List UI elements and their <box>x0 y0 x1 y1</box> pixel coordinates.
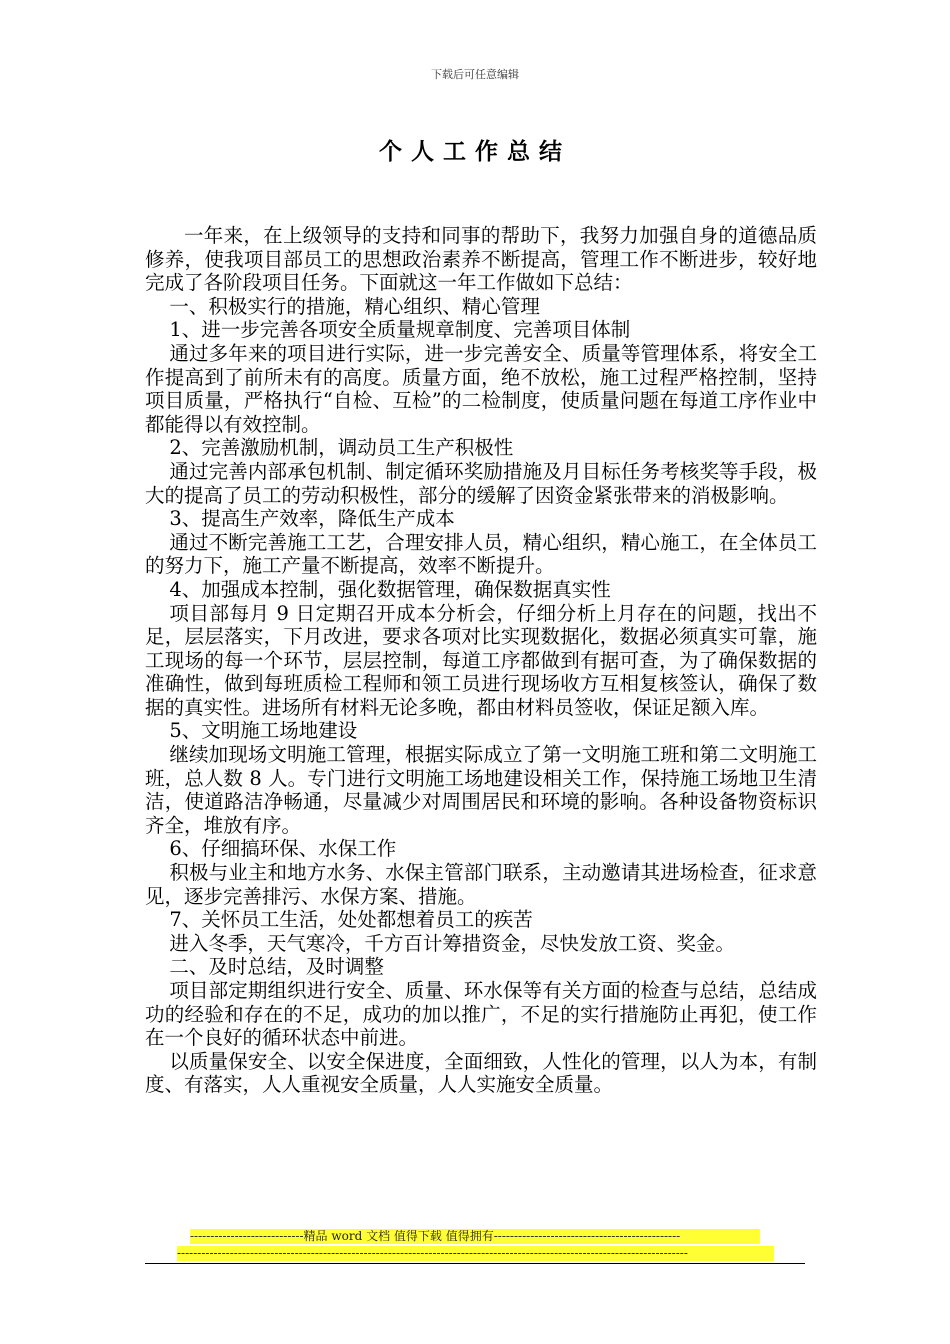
footer-banner-line-2: ------------------------------------------------------------------------------------------------------------------------------ <box>177 1246 774 1261</box>
paragraph: 积极与业主和地方水务、水保主管部门联系，主动邀请其进场检查，征求意见，逐步完善排污、水保方案、措施。 <box>145 861 817 908</box>
footer-divider <box>145 1263 805 1264</box>
header-note: 下载后可任意编辑 <box>431 68 519 81</box>
paragraph: 一、积极实行的措施，精心组织、精心管理 <box>169 294 540 318</box>
paragraph: 继续加现场文明施工管理，根据实际成立了第一文明施工班和第二文明施工班，总人数 8 人。专门进行文明施工场地建设相关工作，保持施工场地卫生清洁，使道路洁净畅通，尽量减少对周围居民和环境的影响。各种设备物资标识齐全，堆放有序。 <box>145 743 817 837</box>
paragraph: 通过多年来的项目进行实际，进一步完善安全、质量等管理体系，将安全工作提高到了前所未有的高度。质量方面，绝不放松，施工过程严格控制，坚持项目质量，严格执行“自检、互检”的二检制度，使质量问题在每道工序作业中都能得以有效控制。 <box>145 341 817 436</box>
paragraph: 1、进一步完善各项安全质量规章制度、完善项目体制 <box>169 318 631 342</box>
paragraph: 3、提高生产效率，降低生产成本 <box>169 507 455 531</box>
paragraph: 4、加强成本控制，强化数据管理，确保数据真实性 <box>169 577 611 601</box>
paragraph: 以质量保安全、以安全保进度，全面细致，人性化的管理，以人为本，有制度、有落实，人人重视安全质量，人人实施安全质量。 <box>145 1049 817 1097</box>
document-title: 个人工作总结 <box>379 138 571 165</box>
paragraph: 二、及时总结，及时调整 <box>169 955 384 979</box>
paragraph: 一年来，在上级领导的支持和同事的帮助下，我努力加强自身的道德品质修养，使我项目部员工的思想政治素养不断提高，管理工作不断进步，较好地完成了各阶段项目任务。下面就这一年工作做如下总结： <box>145 224 817 295</box>
paragraph: 进入冬季，天气寒冷，千方百计筹措资金，尽快发放工资、奖金。 <box>169 931 735 955</box>
paragraph: 项目部定期组织进行安全、质量、环水保等有关方面的检查与总结，总结成功的经验和存在的不足，成功的加以推广，不足的实行措施防止再犯，使工作在一个良好的循环状态中前进。 <box>145 979 817 1050</box>
paragraph: 7、关怀员工生活，处处都想着员工的疾苦 <box>169 908 533 932</box>
paragraph: 5、文明施工场地建设 <box>169 719 358 743</box>
footer-banner-line-1: ----------------------------精品 word 文档 值得下载 值得拥有---------------------------------------------- <box>190 1229 760 1244</box>
document-body <box>145 224 817 1097</box>
paragraph: 2、完善激励机制，调动员工生产积极性 <box>169 436 514 460</box>
paragraph: 通过完善内部承包机制、制定循环奖励措施及月目标任务考核奖等手段，极大的提高了员工的劳动积极性，部分的缓解了因资金紧张带来的消极影响。 <box>145 459 817 507</box>
paragraph: 通过不断完善施工工艺，合理安排人员，精心组织，精心施工，在全体员工的努力下，施工产量不断提高，效率不断提升。 <box>145 530 817 578</box>
paragraph: 项目部每月 9 日定期召开成本分析会，仔细分析上月存在的问题，找出不足，层层落实，下月改进，要求各项对比实现数据化，数据必须真实可靠，施工现场的每一个环节，层层控制，每道工序都做到有据可查，为了确保数据的准确性，做到每班质检工程师和领工员进行现场收方互相复核签认，确保了数据的真实性。进场所有材料无论多晚，都由材料员签收，保证足额入库。 <box>145 601 817 719</box>
paragraph: 6、仔细搞环保、水保工作 <box>169 837 397 861</box>
